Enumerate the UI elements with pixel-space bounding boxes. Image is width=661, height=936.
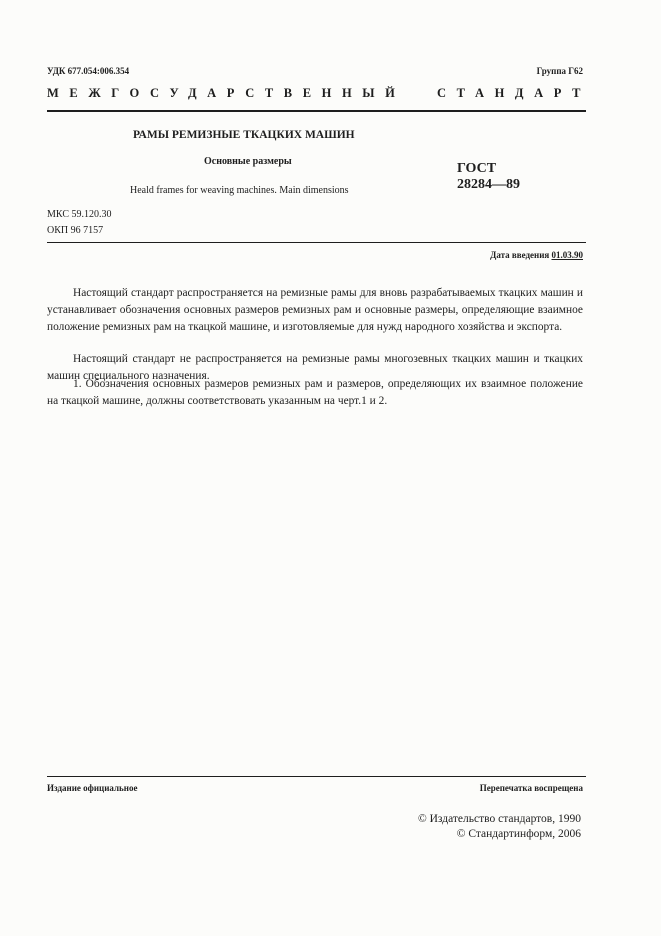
document-title: РАМЫ РЕМИЗНЫЕ ТКАЦКИХ МАШИН — [133, 129, 355, 141]
intro-date-value: 01.03.90 — [551, 250, 583, 260]
reprint-prohibited: Перепечатка воспрещена — [479, 783, 583, 793]
copyright-2006: © Стандартинформ, 2006 — [456, 828, 581, 840]
banner-interstate: МЕЖГОСУДАРСТВЕННЫЙ — [47, 86, 406, 100]
mks-code: МКС 59.120.30 — [47, 209, 112, 220]
english-title: Heald frames for weaving machines. Main dimensions — [130, 185, 349, 196]
udk-code: УДК 677.054:006.354 — [47, 66, 130, 76]
footer-rule — [47, 776, 586, 777]
gost-label: ГОСТ — [457, 161, 497, 176]
intro-date — [490, 250, 583, 260]
intro-date-label: Дата введения — [490, 250, 550, 260]
document-subtitle: Основные размеры — [204, 156, 292, 167]
copyright-1990: © Издательство стандартов, 1990 — [417, 813, 581, 825]
official-edition: Издание официальное — [47, 783, 138, 793]
paragraph-scope: Настоящий стандарт распространяется на ремизные рамы для вновь разрабатываемых ткацких машин и устанавливает обозначения основных размеров ремизных рам и основные размеры, определяющие взаимное положение ремизных рам на ткацкой машине, и изготовляемые для нужд народного хозяйства и экспорта. — [47, 287, 583, 333]
paragraph-clause-1: 1. Обозначения основных размеров ремизных рам и размеров, определяющих их взаимное положение на ткацкой машине, должны соответствовать указанным на черт.1 и 2. — [47, 378, 583, 407]
gost-number: 28284—89 — [457, 177, 520, 192]
banner-standard: СТАНДАРТ — [437, 86, 592, 100]
group-code: Группа Г62 — [536, 66, 583, 76]
codes-rule — [47, 242, 586, 243]
paragraph-exclusion: Настоящий стандарт не распространяется на ремизные рамы многозевных ткацких машин и ткацких машин специального назначения. — [47, 353, 583, 382]
okp-code: ОКП 96 7157 — [47, 225, 104, 236]
header-rule — [47, 110, 586, 112]
